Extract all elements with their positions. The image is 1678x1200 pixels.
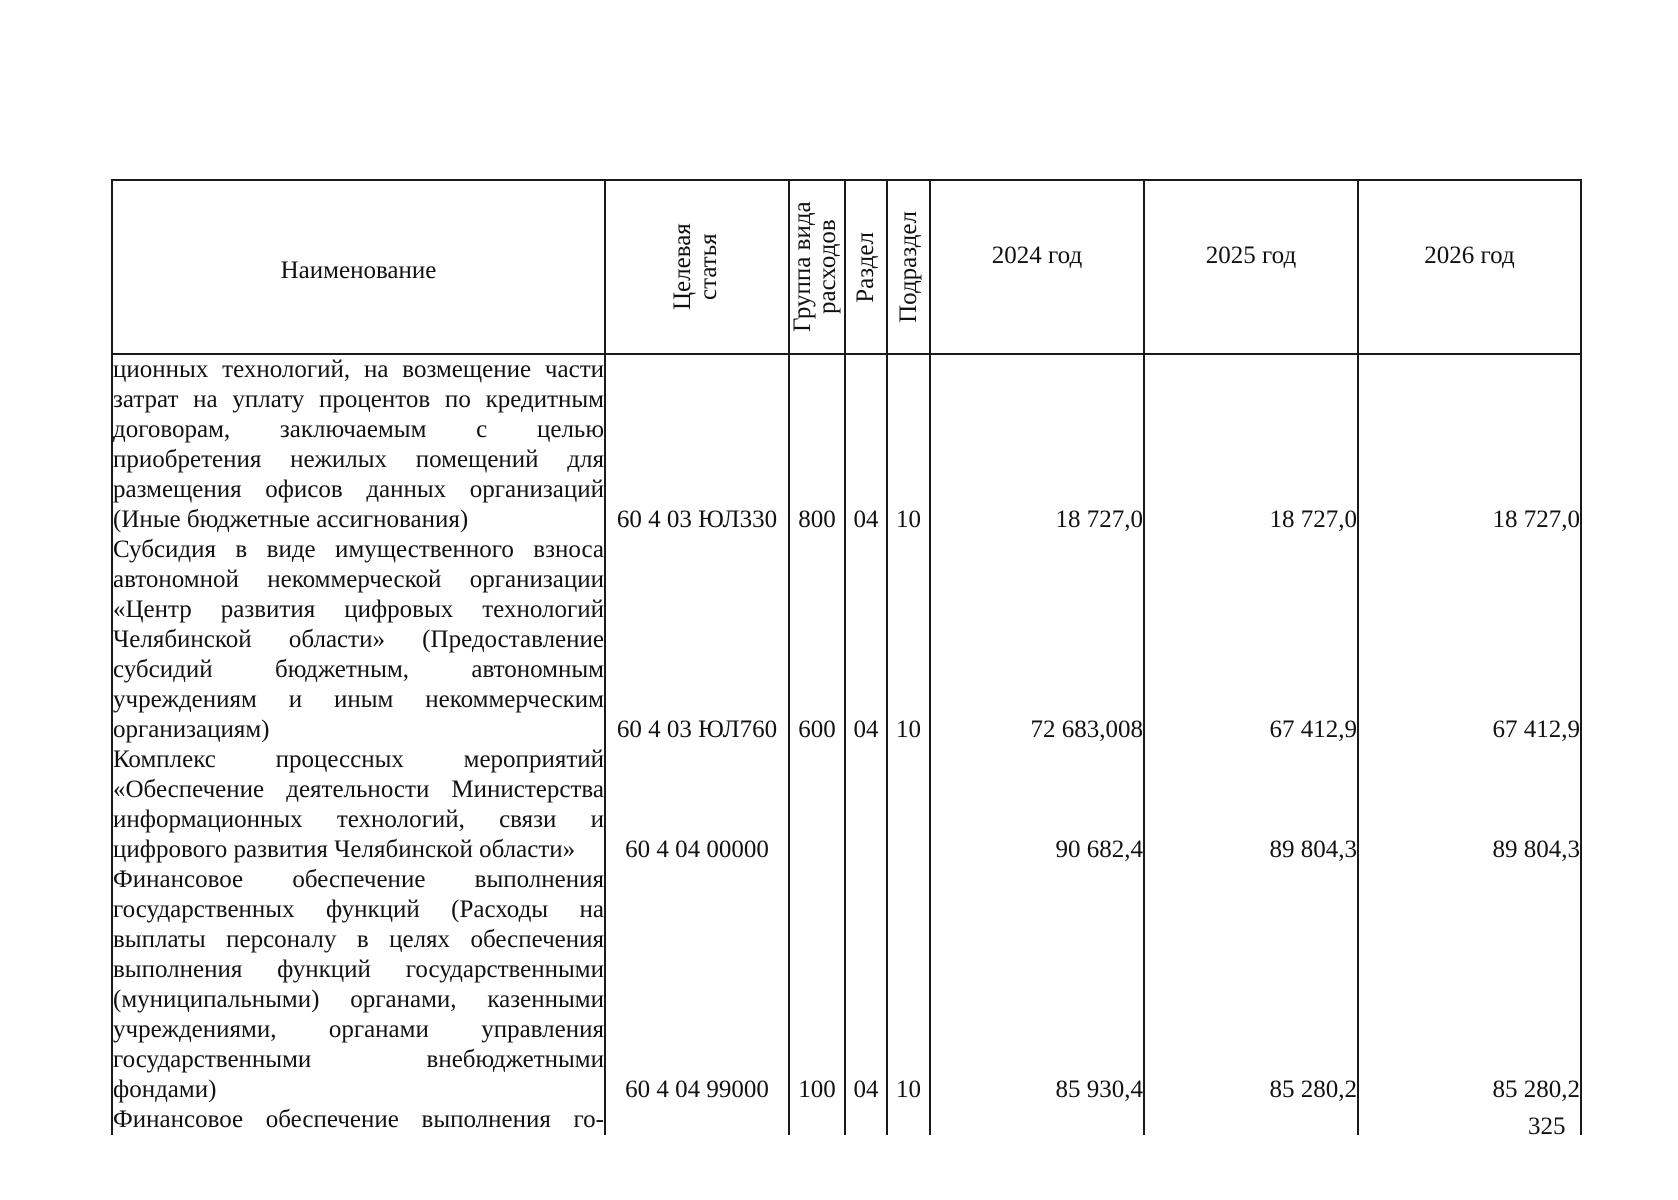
row-name: Финансовое обеспечение выполнения го-: [113, 1106, 604, 1133]
row-2024: 90 682,4: [930, 745, 1144, 865]
header-2024: 2024 год: [930, 180, 1144, 354]
row-section: [845, 1105, 887, 1135]
table-row: [112, 354, 1581, 535]
row-2025: 89 804,3: [1144, 745, 1358, 865]
row-2025: 85 280,2: [1144, 865, 1358, 1105]
row-section: 04: [845, 354, 887, 535]
budget-table: [111, 179, 1582, 1135]
header-name: Наименование: [112, 180, 605, 354]
row-target-article: 60 4 04 00000: [605, 745, 789, 865]
row-2026: 85 280,2: [1358, 865, 1581, 1105]
row-subsection: [887, 1105, 930, 1135]
row-expense-group: 600: [789, 535, 845, 745]
row-subsection: 10: [887, 354, 930, 535]
table-row: [112, 535, 1581, 745]
table-row: [112, 1105, 1581, 1135]
row-2024: 18 727,0: [930, 354, 1144, 535]
row-target-article: 60 4 03 ЮЛ330: [605, 354, 789, 535]
header-2026: 2026 год: [1358, 180, 1581, 354]
table-header-row: [112, 180, 1581, 354]
row-expense-group: [789, 745, 845, 865]
row-target-article: 60 4 04 99000: [605, 865, 789, 1105]
row-2025: 67 412,9: [1144, 535, 1358, 745]
row-name: ционных технологий, на возмещение части затрат на уплату процентов по кредитным договорам, заключаемым с целью приобретения нежилых помещений для размещения офисов данных организаций (Иные бюджетные ассигнования): [113, 356, 604, 533]
row-section: 04: [845, 535, 887, 745]
header-subsection: Подраздел: [887, 180, 930, 354]
row-name: Субсидия в виде имущественного взноса автономной некоммерческой организации «Центр развития цифровых технологий Челябинской области» (Предоставление субсидий бюджетным, автономным учреждениям и иным некоммерческим организациям): [113, 536, 604, 743]
row-subsection: 10: [887, 535, 930, 745]
row-2024: 72 683,008: [930, 535, 1144, 745]
row-target-article: [605, 1105, 789, 1135]
row-name: Комплекс процессных мероприятий «Обеспечение деятельности Министерства информационных технологий, связи и цифрового развития Челябинской области»: [113, 746, 604, 863]
header-2025: 2025 год: [1144, 180, 1358, 354]
row-expense-group: 800: [789, 354, 845, 535]
row-target-article: 60 4 03 ЮЛ760: [605, 535, 789, 745]
row-section: [845, 745, 887, 865]
header-section: Раздел: [845, 180, 887, 354]
page-number: 325: [1528, 1113, 1566, 1140]
row-subsection: [887, 745, 930, 865]
row-2025: [1144, 1105, 1358, 1135]
row-section: 04: [845, 865, 887, 1105]
row-2024: 85 930,4: [930, 865, 1144, 1105]
row-2024: [930, 1105, 1144, 1135]
header-target-article: Целевая статья: [605, 180, 789, 354]
row-2026: 67 412,9: [1358, 535, 1581, 745]
table-row: [112, 865, 1581, 1105]
table-row: [112, 745, 1581, 865]
row-2026: 89 804,3: [1358, 745, 1581, 865]
row-subsection: 10: [887, 865, 930, 1105]
row-expense-group: 100: [789, 865, 845, 1105]
row-expense-group: [789, 1105, 845, 1135]
row-2026: 18 727,0: [1358, 354, 1581, 535]
row-name: Финансовое обеспечение выполнения государственных функций (Расходы на выплаты персоналу в целях обеспечения выполнения функций государственными (муниципальными) органами, казенными учреждениями, органами управления государственными внебюджетными фондами): [113, 866, 604, 1103]
header-expense-group: Группа вида расходов: [789, 180, 845, 354]
row-2025: 18 727,0: [1144, 354, 1358, 535]
